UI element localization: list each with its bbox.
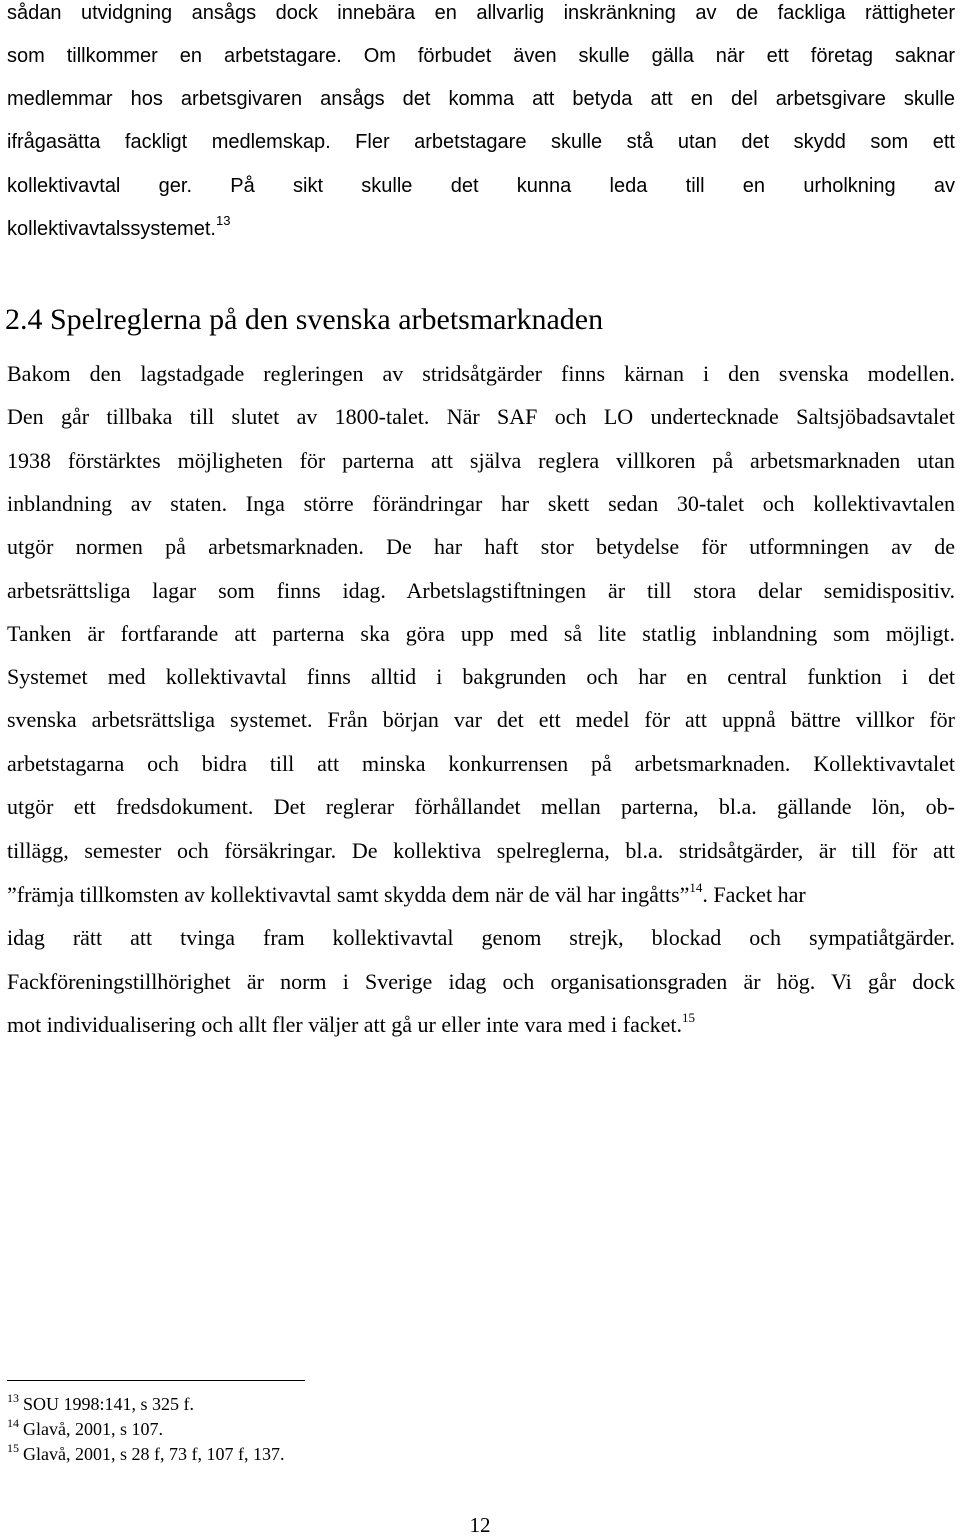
paragraph-line: svenska arbetsrättsliga systemet. Från början var det ett medel för att uppnå bättre villkor för xyxy=(7,707,955,732)
paragraph-line: Tanken är fortfarande att parterna ska göra upp med så lite statlig inblandning som möjligt. xyxy=(7,621,955,646)
paragraph-line: sådan utvidgning ansågs dock innebära en allvarlig inskränkning av de fackliga rättigheter xyxy=(7,2,955,24)
footnote-text: Glavå, 2001, s 28 f, 73 f, 107 f, 137. xyxy=(23,1444,285,1464)
paragraph-line: Den går tillbaka till slutet av 1800-talet. När SAF och LO undertecknade Saltsjöbadsavtalet xyxy=(7,404,955,429)
paragraph-line: 1938 förstärktes möjligheten för parterna att själva reglera villkoren på arbetsmarknaden utan xyxy=(7,448,955,473)
footnote-separator xyxy=(7,1380,305,1381)
footnote-ref: 13 xyxy=(215,213,231,228)
footnote-text: SOU 1998:141, s 325 f. xyxy=(23,1394,195,1414)
paragraph-line xyxy=(7,882,955,908)
quote-continuation: . Facket har xyxy=(702,882,806,907)
paragraph-line-text: mot individualisering och allt fler väljer att gå ur eller inte vara med i facket. xyxy=(7,1012,683,1037)
paragraph-line: utgör ett fredsdokument. Det reglerar förhållandet mellan parterna, bl.a. gällande lön, ob- xyxy=(7,794,955,819)
paragraph-line-text: kollektivavtalssystemet. xyxy=(7,218,216,240)
footnote-ref: 15 xyxy=(682,1010,696,1025)
paragraph-line-quote xyxy=(7,882,806,908)
paragraph-line xyxy=(7,213,955,242)
paragraph-line: idag rätt att tvinga fram kollektivavtal genom strejk, blockad och sympatiåtgärder. xyxy=(7,925,955,950)
paragraph-line: Bakom den lagstadgade regleringen av stridsåtgärder finns kärnan i den svenska modellen. xyxy=(7,361,955,386)
footnote xyxy=(7,1443,284,1465)
paragraph-line: kollektivavtal ger. På sikt skulle det kunna leda till en urholkning av xyxy=(7,175,955,197)
footnote-number: 15 xyxy=(7,1441,19,1455)
paragraph-line: inblandning av staten. Inga större förändringar har skett sedan 30-talet och kollektivavtalen xyxy=(7,491,955,516)
paragraph-line: Fackföreningstillhörighet är norm i Sverige idag och organisationsgraden är hög. Vi går dock xyxy=(7,969,955,994)
footnote-number: 13 xyxy=(7,1391,19,1405)
paragraph-line: Systemet med kollektivavtal finns alltid i bakgrunden och har en central funktion i det xyxy=(7,664,955,689)
footnote-number: 14 xyxy=(7,1416,19,1430)
paragraph-line: ifrågasätta fackligt medlemskap. Fler arbetstagare skulle stå utan det skydd som ett xyxy=(7,131,955,153)
footnote xyxy=(7,1418,163,1440)
footnote-text: Glavå, 2001, s 107. xyxy=(23,1419,163,1439)
paragraph-line: arbetsrättsliga lagar som finns idag. Arbetslagstiftningen är till stora delar semidispositiv. xyxy=(7,578,955,603)
paragraph-line: utgör normen på arbetsmarknaden. De har haft stor betydelse för utformningen av de xyxy=(7,534,955,559)
paragraph-line: medlemmar hos arbetsgivaren ansågs det komma att betyda att en del arbetsgivare skulle xyxy=(7,88,955,110)
footnote xyxy=(7,1393,194,1415)
paragraph-line: arbetstagarna och bidra till att minska konkurrensen på arbetsmarknaden. Kollektivavtalet xyxy=(7,751,955,776)
footnote-ref: 14 xyxy=(689,880,703,895)
paragraph-line xyxy=(7,1012,955,1038)
page-number: 12 xyxy=(469,1513,491,1537)
section-heading: 2.4 Spelreglerna på den svenska arbetsmarknaden xyxy=(5,303,604,336)
paragraph-line: tillägg, semester och försäkringar. De kollektiva spelreglerna, bl.a. stridsåtgärder, är till för att xyxy=(7,838,955,863)
quote-text: ”främja tillkomsten av kollektivavtal samt skydda dem när de väl har ingåtts” xyxy=(7,882,690,907)
paragraph-line: som tillkommer en arbetstagare. Om förbudet även skulle gälla när ett företag saknar xyxy=(7,45,955,67)
